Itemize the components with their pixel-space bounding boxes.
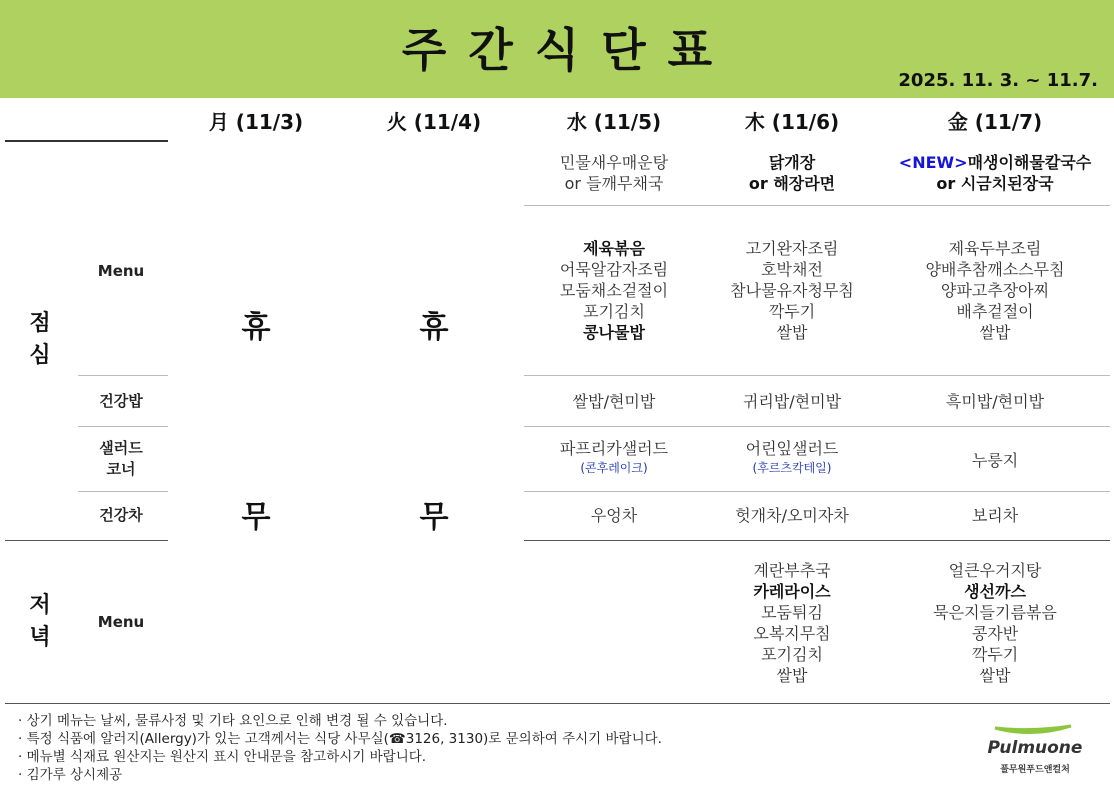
healthy-rice-thu: 귀리밥/현미밥 (742, 392, 842, 411)
footer-note: · 김가루 상시제공 (18, 766, 662, 784)
footer-note: · 상기 메뉴는 날씨, 물류사정 및 기타 요인으로 인해 변경 될 수 있습니다. (18, 712, 662, 730)
lunch-soup-thu: 닭개장 or 해장라면 (748, 153, 836, 193)
pulmuone-logo (985, 720, 1085, 780)
soup-divider (524, 205, 1110, 206)
tea-thu: 헛개차/오미자차 (735, 506, 849, 525)
closed-mon-none: 무 (241, 500, 271, 535)
row-label-healthy-rice: 건강밥 (99, 392, 143, 410)
row-label-salad-corner: 샐러드 코너 (99, 439, 143, 478)
lunch-menu-thu: 고기완자조림 호박채전 참나물유자청무침 깍두기 쌀밥 (730, 239, 854, 342)
salad-note-wed: (콘후레이크) (580, 461, 648, 475)
salad-fri: 누룽지 (971, 451, 1019, 470)
lunch-menu-fri: 제육두부조림 양배추참깨소스무침 양파고추장아찌 배추겉절이 쌀밥 (925, 239, 1065, 342)
row-label-menu: Menu (97, 262, 145, 280)
day-header-mon: 月 (11/3) (208, 110, 304, 134)
logo-swoosh-icon (993, 722, 1073, 738)
footer-note: · 메뉴별 식재료 원산지는 원산지 표시 안내문을 참고하시기 바랍니다. (18, 748, 662, 766)
rice-divider (524, 426, 1110, 427)
lunch-menu-wed: 제육볶음 어묵알감자조림 모둠채소겉절이 포기김치 콩나물밥 (559, 239, 669, 342)
dinner-label: 저녁 (29, 593, 51, 650)
healthy-rice-wed: 쌀밥/현미밥 (572, 392, 656, 411)
salad-divider-label (78, 491, 168, 492)
table-bottom-line (5, 703, 1110, 704)
salad-thu: 어린잎샐러드 (후르츠칵테일) (704, 438, 880, 477)
dinner-menu-fri: 얼큰우거지탕 생선까스 묵은지들기름볶음 콩자반 깍두기 쌀밥 (933, 561, 1057, 685)
lunch-dinner-divider (524, 540, 1110, 541)
title-banner (0, 0, 1114, 98)
menu-divider (524, 375, 1110, 376)
logo-subtitle: 풀무원푸드앤컬처 (1000, 765, 1070, 775)
row-label-dinner-menu: Menu (97, 613, 145, 631)
healthy-rice-fri: 흑미밥/현미밥 (945, 392, 1045, 411)
rice-divider-label (78, 426, 168, 427)
lunch-label: 점심 (29, 311, 51, 368)
closed-tue-rest: 휴 (419, 310, 449, 345)
menu-divider-label (78, 375, 168, 376)
lunch-dinner-divider-left (5, 540, 168, 541)
closed-mon-rest: 휴 (241, 310, 271, 345)
day-header-wed: 水 (11/5) (566, 110, 662, 134)
header-divider-left (5, 140, 168, 142)
row-label-healthy-tea: 건강차 (99, 506, 143, 524)
closed-tue-none: 무 (419, 500, 449, 535)
footer-notes (18, 712, 662, 784)
tea-fri: 보리차 (971, 506, 1019, 525)
page-title: 주간식단표 (401, 23, 735, 77)
lunch-soup-fri: <NEW>매생이해물칼국수 or 시금치된장국 (898, 153, 1092, 193)
salad-wed: 파프리카샐러드 (콘후레이크) (526, 438, 702, 477)
day-header-thu: 木 (11/6) (744, 110, 840, 134)
day-header-fri: 金 (11/7) (947, 110, 1043, 134)
footer-note: · 특정 식품에 알러지(Allergy)가 있는 고객께서는 식당 사무실(☎3126, 3130)로 문의하여 주시기 바랍니다. (18, 730, 662, 748)
new-tag: <NEW> (898, 153, 968, 172)
lunch-soup-wed: 민물새우매운탕 or 들깨무채국 (559, 153, 669, 193)
day-header-tue: 火 (11/4) (386, 110, 482, 134)
tea-wed: 우엉차 (590, 506, 638, 525)
date-range: 2025. 11. 3. ~ 11.7. (898, 70, 1098, 91)
dinner-menu-thu: 계란부추국 카레라이스 모둠튀김 오복지무침 포기김치 쌀밥 (753, 561, 831, 685)
salad-divider (524, 491, 1110, 492)
logo-name: Pulmuone (987, 738, 1083, 758)
salad-note-thu: (후르츠칵테일) (752, 461, 832, 475)
